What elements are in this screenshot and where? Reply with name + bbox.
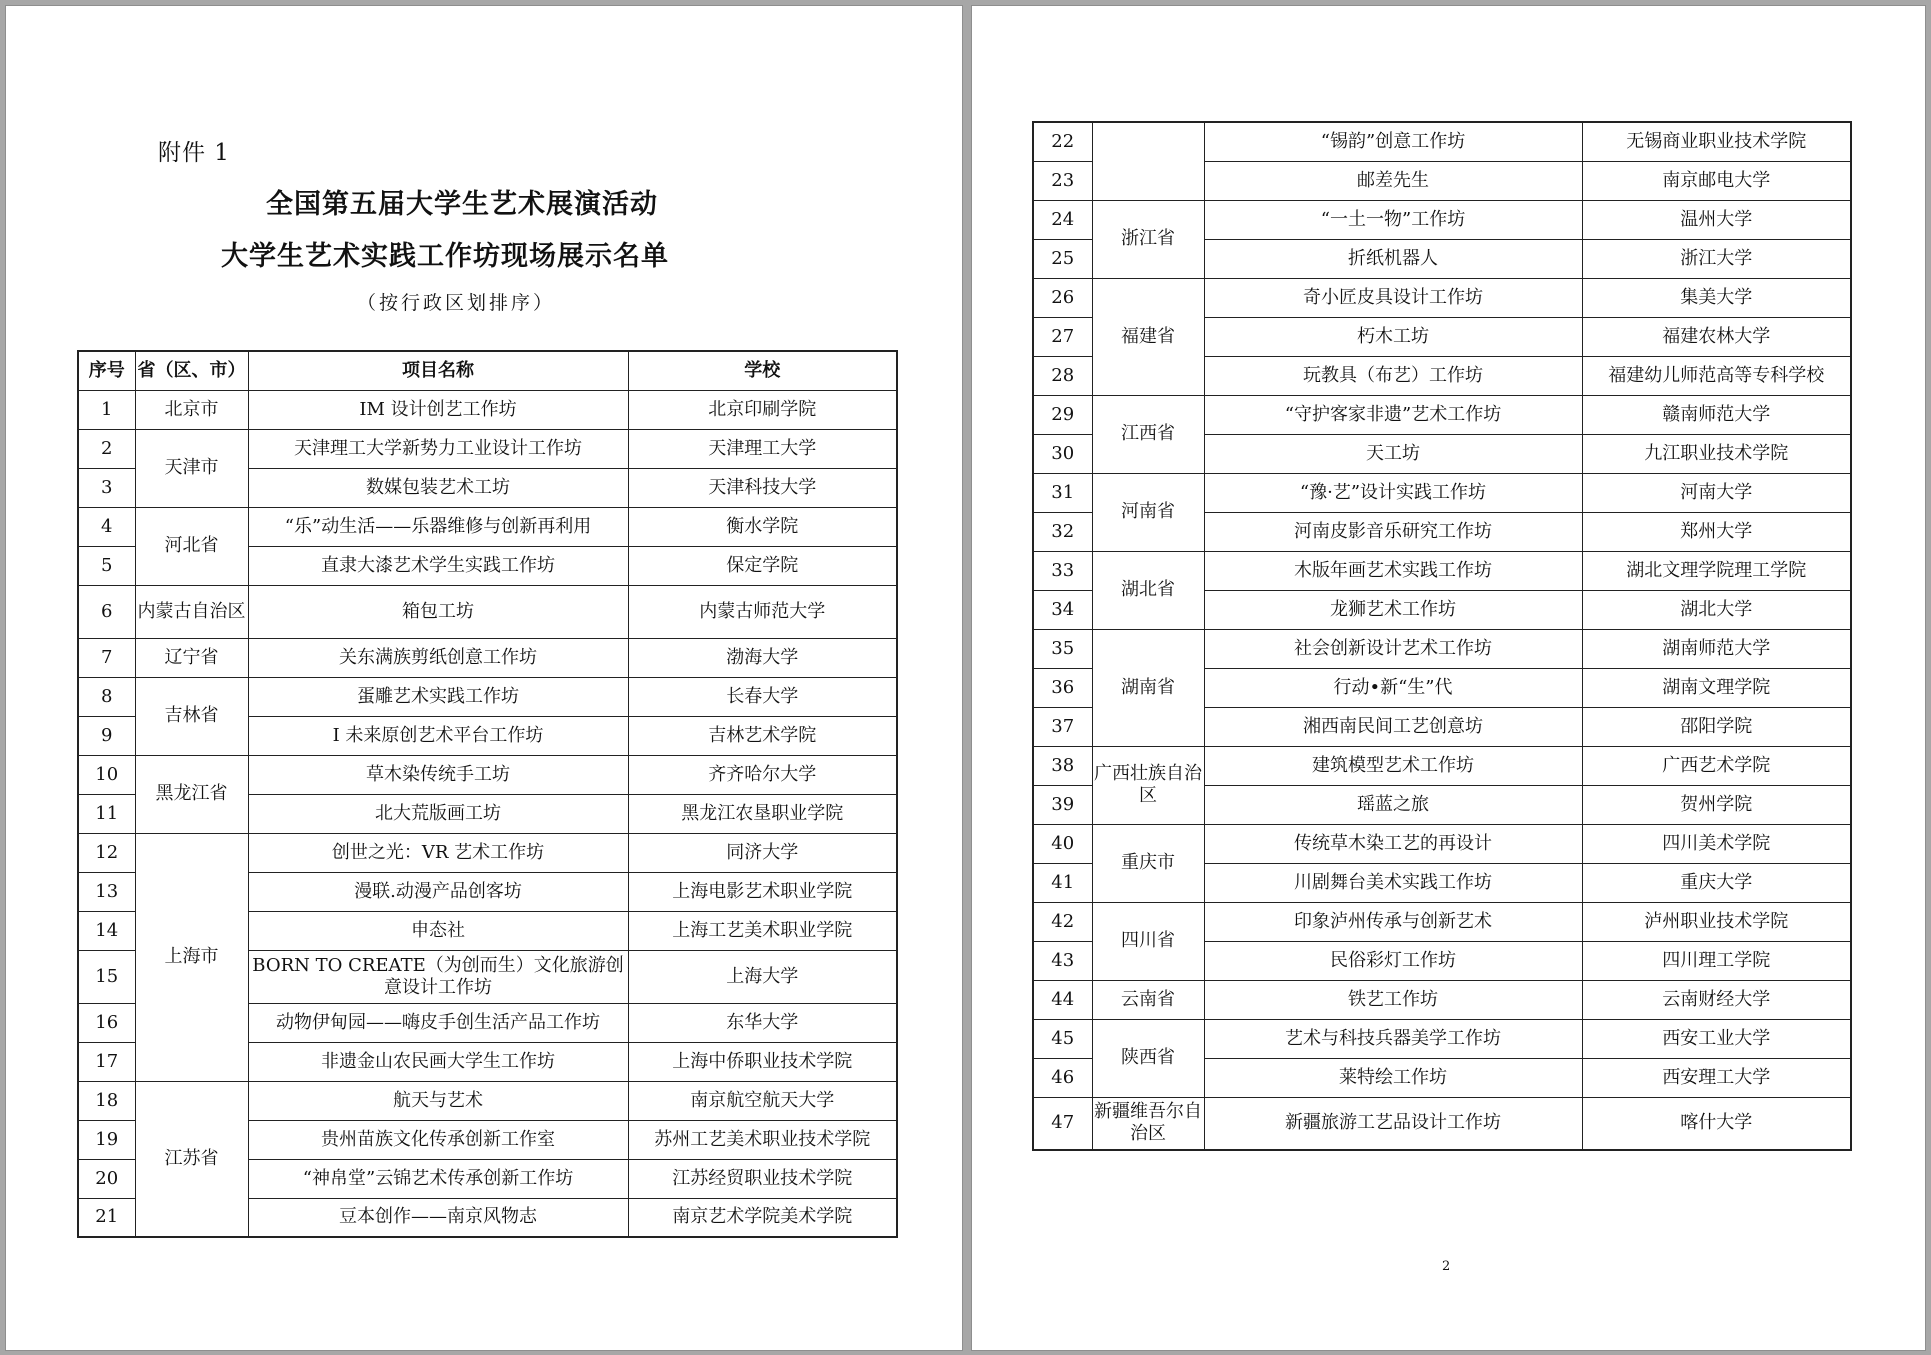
table-header-row [78, 351, 897, 390]
project-cell: 铁艺工作坊 [1204, 980, 1582, 1019]
province-cell: 湖北省 [1092, 551, 1204, 629]
project-cell: 朽木工坊 [1204, 317, 1582, 356]
school-cell: 湖北大学 [1582, 590, 1851, 629]
row-no: 6 [78, 585, 135, 638]
row-no: 20 [78, 1159, 135, 1198]
project-cell: 瑶蓝之旅 [1204, 785, 1582, 824]
province-cell: 陕西省 [1092, 1019, 1204, 1097]
row-no: 7 [78, 638, 135, 677]
project-cell: 川剧舞台美术实践工作坊 [1204, 863, 1582, 902]
table-row [1033, 551, 1851, 590]
project-cell: 天工坊 [1204, 434, 1582, 473]
row-no: 10 [78, 755, 135, 794]
row-no: 5 [78, 546, 135, 585]
project-cell: 箱包工坊 [248, 585, 628, 638]
project-cell: 动物伊甸园——嗨皮手创生活产品工作坊 [248, 1003, 628, 1042]
table-row [78, 507, 897, 546]
row-no: 30 [1033, 434, 1092, 473]
school-cell: 西安理工大学 [1582, 1058, 1851, 1097]
school-cell: 浙江大学 [1582, 239, 1851, 278]
row-no: 33 [1033, 551, 1092, 590]
province-cell: 辽宁省 [135, 638, 248, 677]
row-no: 15 [78, 950, 135, 1003]
school-cell: 保定学院 [628, 546, 897, 585]
province-cell: 河南省 [1092, 473, 1204, 551]
document-title-line-1: 全国第五届大学生艺术展演活动 [266, 189, 658, 220]
school-cell: 四川美术学院 [1582, 824, 1851, 863]
school-cell: 天津理工大学 [628, 429, 897, 468]
project-cell: “乐”动生活——乐器维修与创新再利用 [248, 507, 628, 546]
table-row [78, 638, 897, 677]
school-cell: 郑州大学 [1582, 512, 1851, 551]
school-cell: 衡水学院 [628, 507, 897, 546]
school-cell: 长春大学 [628, 677, 897, 716]
row-no: 3 [78, 468, 135, 507]
row-no: 14 [78, 911, 135, 950]
header-project: 项目名称 [248, 351, 628, 390]
project-cell: 湘西南民间工艺创意坊 [1204, 707, 1582, 746]
school-cell: 赣南师范大学 [1582, 395, 1851, 434]
school-cell: 南京艺术学院美术学院 [628, 1198, 897, 1237]
header-province: 省（区、市） [135, 351, 248, 390]
province-cell: 天津市 [135, 429, 248, 507]
province-cell: 浙江省 [1092, 200, 1204, 278]
school-cell: 苏州工艺美术职业技术学院 [628, 1120, 897, 1159]
row-no: 11 [78, 794, 135, 833]
table-row [1033, 1097, 1851, 1150]
row-no: 36 [1033, 668, 1092, 707]
row-no: 19 [78, 1120, 135, 1159]
school-cell: 东华大学 [628, 1003, 897, 1042]
table-row [1033, 473, 1851, 512]
row-no: 34 [1033, 590, 1092, 629]
project-cell: 奇小匠皮具设计工作坊 [1204, 278, 1582, 317]
table-row [1033, 980, 1851, 1019]
project-cell: 邮差先生 [1204, 161, 1582, 200]
row-no: 23 [1033, 161, 1092, 200]
row-no: 9 [78, 716, 135, 755]
school-cell: 上海中侨职业技术学院 [628, 1042, 897, 1081]
project-cell: 龙狮艺术工作坊 [1204, 590, 1582, 629]
school-cell: 泸州职业技术学院 [1582, 902, 1851, 941]
table-row [78, 677, 897, 716]
row-no: 21 [78, 1198, 135, 1237]
table-row [78, 833, 897, 872]
school-cell: 上海大学 [628, 950, 897, 1003]
row-no: 17 [78, 1042, 135, 1081]
project-cell: 行动•新“生”代 [1204, 668, 1582, 707]
school-cell: 天津科技大学 [628, 468, 897, 507]
project-cell: 天津理工大学新势力工业设计工作坊 [248, 429, 628, 468]
project-cell: 玩教具（布艺）工作坊 [1204, 356, 1582, 395]
project-cell: 数媒包装艺术工坊 [248, 468, 628, 507]
province-cell: 云南省 [1092, 980, 1204, 1019]
school-cell: 集美大学 [1582, 278, 1851, 317]
header-school: 学校 [628, 351, 897, 390]
row-no: 32 [1033, 512, 1092, 551]
school-cell: 黑龙江农垦职业学院 [628, 794, 897, 833]
province-cell: 吉林省 [135, 677, 248, 755]
project-cell: “神帛堂”云锦艺术传承创新工作坊 [248, 1159, 628, 1198]
row-no: 27 [1033, 317, 1092, 356]
row-no: 47 [1033, 1097, 1092, 1150]
row-no: 37 [1033, 707, 1092, 746]
row-no: 43 [1033, 941, 1092, 980]
document-page-2 [972, 6, 1925, 1350]
table-row [78, 755, 897, 794]
header-no: 序号 [78, 351, 135, 390]
province-cell-continued [1092, 122, 1204, 200]
project-cell: 直隶大漆艺术学生实践工作坊 [248, 546, 628, 585]
project-cell: 漫联.动漫产品创客坊 [248, 872, 628, 911]
project-cell: 蛋雕艺术实践工作坊 [248, 677, 628, 716]
table-row [1033, 1019, 1851, 1058]
row-no: 42 [1033, 902, 1092, 941]
province-cell: 新疆维吾尔自治区 [1092, 1097, 1204, 1150]
project-cell: “锡韵”创意工作坊 [1204, 122, 1582, 161]
school-cell: 无锡商业职业技术学院 [1582, 122, 1851, 161]
table-row [1033, 902, 1851, 941]
project-cell: 艺术与科技兵器美学工作坊 [1204, 1019, 1582, 1058]
province-cell: 四川省 [1092, 902, 1204, 980]
row-no: 26 [1033, 278, 1092, 317]
project-cell: 折纸机器人 [1204, 239, 1582, 278]
project-cell: 创世之光：VR 艺术工作坊 [248, 833, 628, 872]
project-cell: I 未来原创艺术平台工作坊 [248, 716, 628, 755]
school-cell: 九江职业技术学院 [1582, 434, 1851, 473]
document-title-line-2: 大学生艺术实践工作坊现场展示名单 [221, 241, 669, 272]
row-no: 29 [1033, 395, 1092, 434]
school-cell: 湖北文理学院理工学院 [1582, 551, 1851, 590]
school-cell: 温州大学 [1582, 200, 1851, 239]
school-cell: 河南大学 [1582, 473, 1851, 512]
attachment-label: 附件 1 [158, 140, 230, 166]
table-row [78, 585, 897, 638]
project-cell: “守护客家非遗”艺术工作坊 [1204, 395, 1582, 434]
school-cell: 福建农林大学 [1582, 317, 1851, 356]
page-number: 2 [1442, 1259, 1451, 1274]
row-no: 13 [78, 872, 135, 911]
school-cell: 福建幼儿师范高等专科学校 [1582, 356, 1851, 395]
workshop-table-page-2 [1032, 121, 1852, 1151]
province-cell: 内蒙古自治区 [135, 585, 248, 638]
project-cell: IM 设计创艺工作坊 [248, 390, 628, 429]
school-cell: 上海电影艺术职业学院 [628, 872, 897, 911]
row-no: 31 [1033, 473, 1092, 512]
province-cell: 重庆市 [1092, 824, 1204, 902]
table-row [1033, 200, 1851, 239]
project-cell: 社会创新设计艺术工作坊 [1204, 629, 1582, 668]
row-no: 2 [78, 429, 135, 468]
table-row [78, 390, 897, 429]
school-cell: 江苏经贸职业技术学院 [628, 1159, 897, 1198]
project-cell: 关东满族剪纸创意工作坊 [248, 638, 628, 677]
row-no: 8 [78, 677, 135, 716]
school-cell: 四川理工学院 [1582, 941, 1851, 980]
project-cell: 河南皮影音乐研究工作坊 [1204, 512, 1582, 551]
province-cell: 河北省 [135, 507, 248, 585]
table-row [1033, 395, 1851, 434]
project-cell: 草木染传统手工坊 [248, 755, 628, 794]
table-row [1033, 278, 1851, 317]
document-subtitle: （按行政区划排序） [356, 292, 555, 314]
project-cell: BORN TO CREATE（为创而生）文化旅游创意设计工作坊 [248, 950, 628, 1003]
document-page-1 [6, 6, 962, 1350]
row-no: 25 [1033, 239, 1092, 278]
project-cell: 非遗金山农民画大学生工作坊 [248, 1042, 628, 1081]
school-cell: 北京印刷学院 [628, 390, 897, 429]
project-cell: 木版年画艺术实践工作坊 [1204, 551, 1582, 590]
project-cell: 建筑模型艺术工作坊 [1204, 746, 1582, 785]
project-cell: “豫·艺”设计实践工作坊 [1204, 473, 1582, 512]
row-no: 39 [1033, 785, 1092, 824]
school-cell: 渤海大学 [628, 638, 897, 677]
project-cell: 印象泸州传承与创新艺术 [1204, 902, 1582, 941]
row-no: 44 [1033, 980, 1092, 1019]
table-row [1033, 629, 1851, 668]
school-cell: 南京邮电大学 [1582, 161, 1851, 200]
school-cell: 湖南文理学院 [1582, 668, 1851, 707]
table-row [1033, 746, 1851, 785]
school-cell: 邵阳学院 [1582, 707, 1851, 746]
project-cell: 传统草木染工艺的再设计 [1204, 824, 1582, 863]
school-cell: 喀什大学 [1582, 1097, 1851, 1150]
row-no: 1 [78, 390, 135, 429]
project-cell: 民俗彩灯工作坊 [1204, 941, 1582, 980]
project-cell: 申态社 [248, 911, 628, 950]
row-no: 16 [78, 1003, 135, 1042]
province-cell: 上海市 [135, 833, 248, 1081]
row-no: 24 [1033, 200, 1092, 239]
project-cell: 贵州苗族文化传承创新工作室 [248, 1120, 628, 1159]
school-cell: 齐齐哈尔大学 [628, 755, 897, 794]
province-cell: 湖南省 [1092, 629, 1204, 746]
school-cell: 南京航空航天大学 [628, 1081, 897, 1120]
workshop-table-page-1 [77, 350, 898, 1238]
project-cell: 北大荒版画工坊 [248, 794, 628, 833]
table-row [78, 1081, 897, 1120]
row-no: 35 [1033, 629, 1092, 668]
row-no: 4 [78, 507, 135, 546]
table-row [1033, 824, 1851, 863]
school-cell: 重庆大学 [1582, 863, 1851, 902]
project-cell: 莱特绘工作坊 [1204, 1058, 1582, 1097]
school-cell: 贺州学院 [1582, 785, 1851, 824]
province-cell: 北京市 [135, 390, 248, 429]
province-cell: 江苏省 [135, 1081, 248, 1237]
row-no: 41 [1033, 863, 1092, 902]
project-cell: 豆本创作——南京风物志 [248, 1198, 628, 1237]
school-cell: 吉林艺术学院 [628, 716, 897, 755]
school-cell: 西安工业大学 [1582, 1019, 1851, 1058]
project-cell: “一土一物”工作坊 [1204, 200, 1582, 239]
project-cell: 新疆旅游工艺品设计工作坊 [1204, 1097, 1582, 1150]
row-no: 46 [1033, 1058, 1092, 1097]
table-row [1033, 122, 1851, 161]
project-cell: 航天与艺术 [248, 1081, 628, 1120]
school-cell: 湖南师范大学 [1582, 629, 1851, 668]
school-cell: 同济大学 [628, 833, 897, 872]
row-no: 22 [1033, 122, 1092, 161]
table-row [78, 429, 897, 468]
row-no: 38 [1033, 746, 1092, 785]
province-cell: 江西省 [1092, 395, 1204, 473]
province-cell: 广西壮族自治区 [1092, 746, 1204, 824]
school-cell: 上海工艺美术职业学院 [628, 911, 897, 950]
row-no: 45 [1033, 1019, 1092, 1058]
school-cell: 内蒙古师范大学 [628, 585, 897, 638]
row-no: 28 [1033, 356, 1092, 395]
school-cell: 云南财经大学 [1582, 980, 1851, 1019]
row-no: 40 [1033, 824, 1092, 863]
row-no: 18 [78, 1081, 135, 1120]
province-cell: 福建省 [1092, 278, 1204, 395]
school-cell: 广西艺术学院 [1582, 746, 1851, 785]
row-no: 12 [78, 833, 135, 872]
province-cell: 黑龙江省 [135, 755, 248, 833]
